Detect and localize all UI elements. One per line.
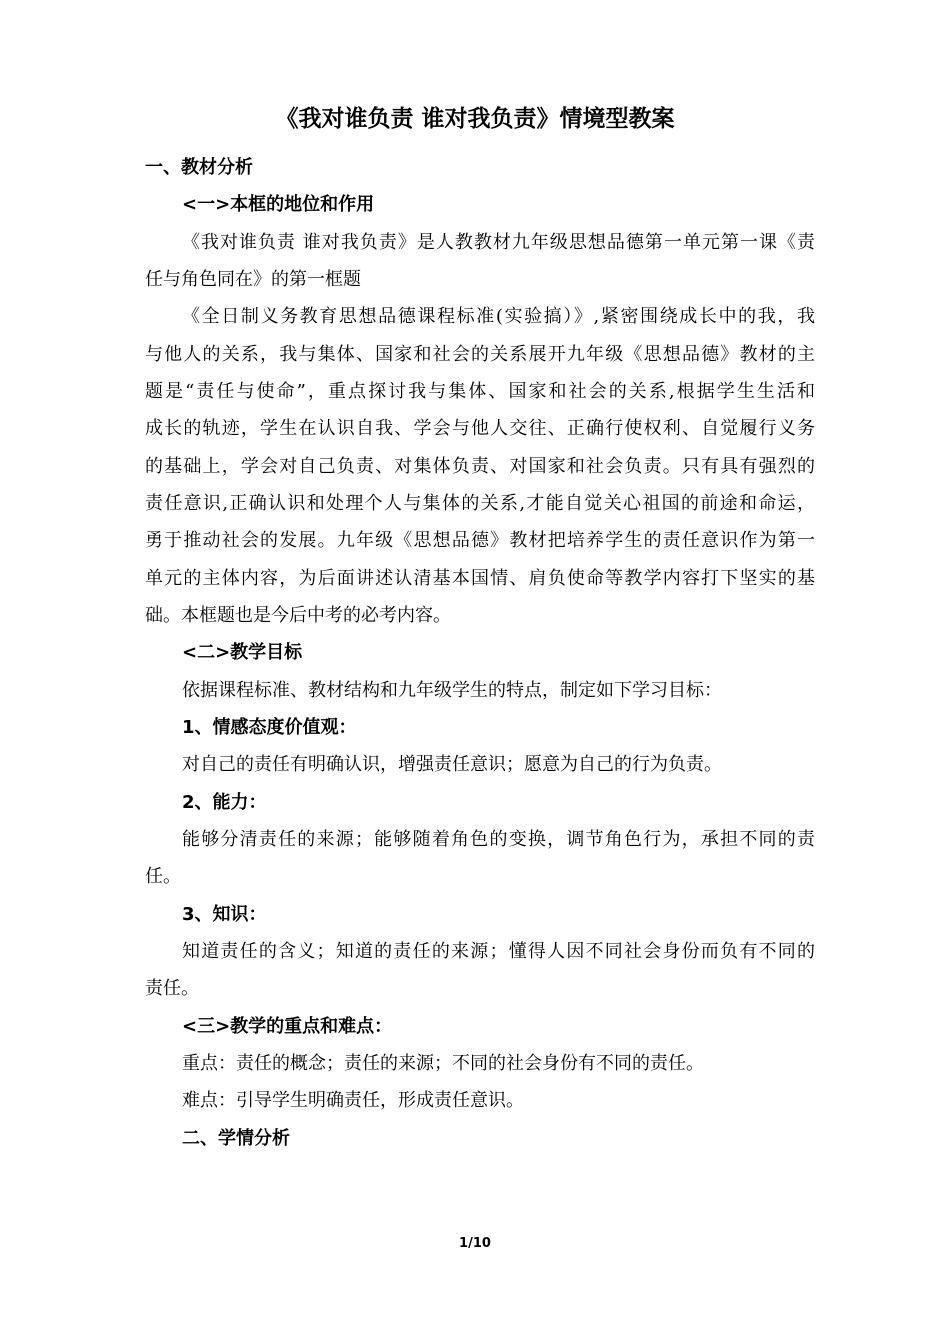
paragraph-line: 任与角色同在》的第一框题 (145, 269, 361, 290)
subheading-teaching-goals: <二>教学目标 (182, 642, 303, 663)
goal-3-heading: 3、知识： (182, 904, 267, 925)
paragraph-line: 勇于推动社会的发展。九年级《思想品德》教材把培养学生的责任意识作为第一 (145, 530, 815, 551)
paragraph-line: 题是“责任与使命”，重点探讨我与集体、国家和社会的关系,根据学生生活和 (145, 381, 815, 402)
subheading-position-role: <一>本框的地位和作用 (182, 194, 375, 215)
paragraph-line: 础。本框题也是今后中考的必考内容。 (145, 605, 451, 626)
key-point-text: 重点：责任的概念；责任的来源；不同的社会身份有不同的责任。 (182, 1053, 704, 1074)
goal-2-text-line: 能够分清责任的来源；能够随着角色的变换，调节角色行为，承担不同的责 (182, 829, 815, 850)
goal-1-heading: 1、情感态度价值观： (182, 717, 357, 738)
section-heading-textbook-analysis: 一、教材分析 (145, 157, 253, 178)
paragraph-line: 责任意识,正确认识和处理个人与集体的关系,才能自觉关心祖国的前途和命运， (145, 493, 815, 514)
paragraph-line: 的基础上，学会对自己负责、对集体负责、对国家和社会负责。只有具有强烈的 (145, 456, 815, 477)
paragraph-line: 单元的主体内容，为后面讲述认清基本国情、肩负使命等教学内容打下坚实的基 (145, 568, 815, 589)
goal-3-text-line: 知道责任的含义；知道的责任的来源；懂得人因不同社会身份而负有不同的 (182, 941, 815, 962)
paragraph-line: 《全日制义务教育思想品德课程标准(实验搞）》,紧密围绕成长中的我，我 (182, 306, 815, 327)
paragraph-line: 成长的轨迹，学生在认识自我、学会与他人交往、正确行使权利、自觉履行义务 (145, 418, 815, 439)
goal-3-text-line: 责任。 (145, 978, 199, 999)
goal-1-text: 对自己的责任有明确认识，增强责任意识；愿意为自己的行为负责。 (182, 754, 722, 775)
paragraph-line: 《我对谁负责 谁对我负责》是人教教材九年级思想品德第一单元第一课《责 (182, 232, 815, 253)
paragraph-line: 与他人的关系，我与集体、国家和社会的关系展开九年级《思想品德》教材的主 (145, 344, 815, 365)
page-number: 1/10 (459, 1236, 491, 1251)
goal-2-heading: 2、能力： (182, 792, 267, 813)
goals-intro: 依据课程标准、教材结构和九年级学生的特点，制定如下学习目标： (182, 680, 722, 701)
difficult-point-text: 难点：引导学生明确责任，形成责任意识。 (182, 1090, 524, 1111)
document-title: 《我对谁负责 谁对我负责》情境型教案 (275, 106, 675, 132)
section-heading-student-analysis: 二、学情分析 (182, 1128, 290, 1149)
subheading-key-difficult-points: <三>教学的重点和难点： (182, 1016, 393, 1037)
goal-2-text-line: 任。 (145, 866, 181, 887)
